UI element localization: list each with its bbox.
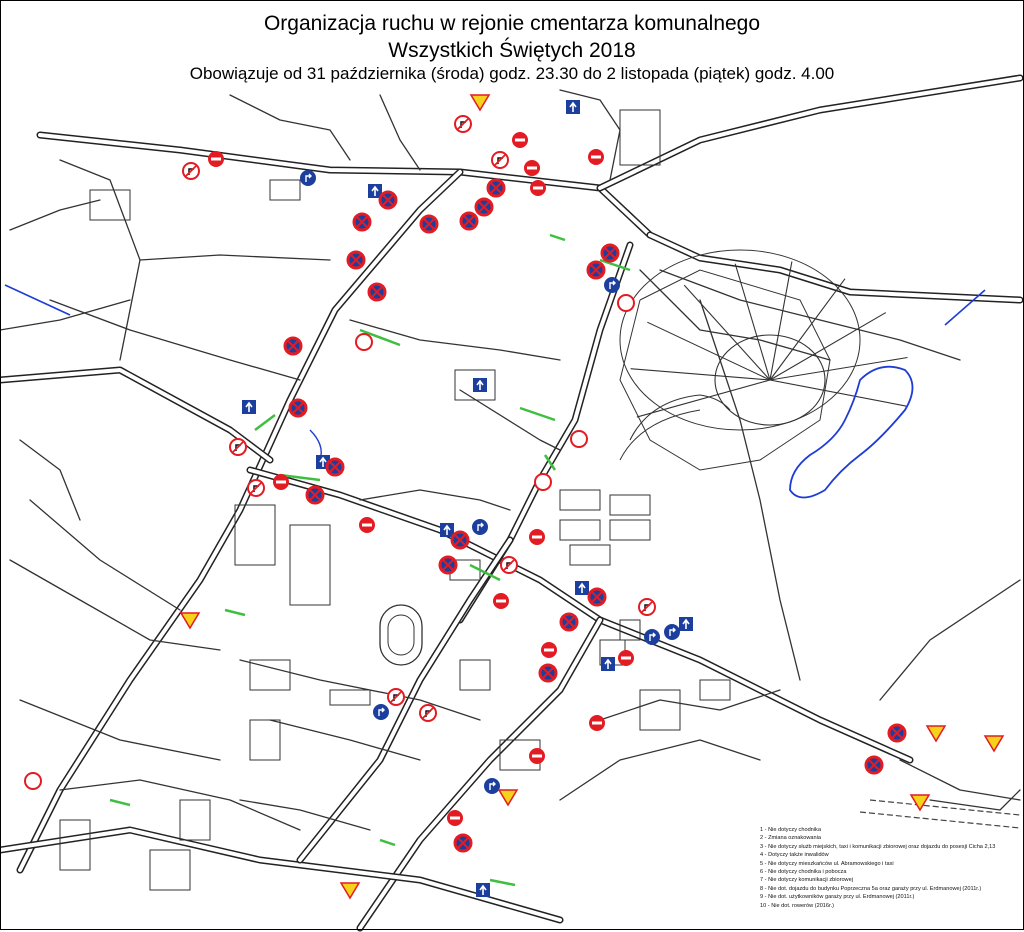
sign-face [644,629,660,645]
validity-period: Obowiązuje od 31 października (środa) godz. 23.30 do 2 listopada (piątek) godz. 4.00 [189,64,835,83]
traffic-signs [25,95,1003,898]
main-road-inner [250,470,910,760]
one-way-sign [473,378,487,392]
main-road [650,235,1020,300]
building [610,495,650,515]
legend-item: 2 - Zmiana oznakowania [760,835,821,842]
sign-bar [532,536,542,539]
no-stopping-sign [488,180,504,196]
mandatory-direction-sign [373,704,389,720]
sign-bar [362,524,372,527]
building [620,110,660,165]
no-vehicles-sign [25,773,41,789]
green-zone [110,800,130,805]
stream [5,285,70,315]
no-stopping-sign [602,245,618,261]
minor-road [10,560,220,650]
sign-bar [211,158,221,161]
minor-road [140,255,330,260]
no-turn-sign [248,480,264,496]
minor-road [600,690,780,720]
main-road [0,830,560,920]
no-entry-sign [524,160,540,176]
no-turn-sign [230,439,246,455]
mandatory-direction-sign [664,624,680,640]
sign-bar [527,167,537,170]
no-turn-sign [501,557,517,573]
legend-item: 7 - Nie dotyczy komunikacji zbiorowej [760,877,853,884]
no-stopping-sign [307,487,323,503]
sign-face [484,778,500,794]
no-stopping-sign [290,400,306,416]
building [460,660,490,690]
cemetery-alley [770,261,792,380]
main-road [600,78,1020,188]
no-entry-sign [512,132,528,148]
minor-road [900,760,1020,800]
no-stopping-sign [889,725,905,741]
sign-face [535,474,551,490]
one-way-sign [679,617,693,631]
sign-face [604,277,620,293]
no-entry-sign [618,650,634,666]
minor-road [560,740,760,800]
sign-face [911,795,929,810]
sign-face [985,736,1003,751]
no-stopping-sign [354,214,370,230]
legend [760,826,1022,910]
no-entry-sign [208,151,224,167]
main-road-inner [300,540,510,860]
pond [790,367,913,498]
building [640,690,680,730]
no-turn-sign [183,163,199,179]
give-way-sign [911,795,929,810]
buildings [60,110,730,890]
green-zone [520,408,555,420]
one-way-sign [566,100,580,114]
building [570,545,610,565]
main-road-inner [0,830,560,920]
minor-road [700,300,800,680]
sign-face [499,790,517,805]
no-stopping-sign [285,338,301,354]
green-zone [490,880,515,885]
building [180,800,210,840]
no-turn-sign [420,705,436,721]
cemetery-alley [684,285,770,380]
no-turn-sign [388,689,404,705]
no-vehicles-sign [571,431,587,447]
no-stopping-sign [421,216,437,232]
no-stopping-sign [380,192,396,208]
sign-face [927,726,945,741]
no-entry-sign [359,517,375,533]
no-stopping-sign [348,252,364,268]
sign-bar [533,187,543,190]
sign-face [25,773,41,789]
mandatory-direction-sign [300,170,316,186]
no-stopping-sign [455,835,471,851]
one-way-sign [242,400,256,414]
sign-bar [532,755,542,758]
no-stopping-sign [866,757,882,773]
minor-road [880,580,1020,700]
building [560,490,600,510]
building [250,720,280,760]
green-zone [255,415,275,430]
no-entry-sign [529,748,545,764]
cemetery-alley [637,380,770,417]
building [560,520,600,540]
mandatory-direction-sign [644,629,660,645]
building [330,690,370,705]
sign-bar [496,600,506,603]
minor-road [460,390,560,450]
sign-face [373,704,389,720]
main-road-inner [40,135,650,235]
no-stopping-sign [540,665,556,681]
map-subtitle: Wszystkich Świętych 2018 [388,39,636,62]
green-zone [550,235,565,240]
mandatory-direction-sign [604,277,620,293]
no-entry-sign [529,529,545,545]
one-way-sign [476,883,490,897]
main-road [20,172,460,870]
no-stopping-sign [588,262,604,278]
sign-bar [515,139,525,142]
minor-road [10,200,100,230]
sign-bar [276,481,286,484]
no-entry-sign [447,810,463,826]
one-way-sign [440,523,454,537]
cemetery-alley [770,380,907,406]
sports-track [380,605,422,665]
sign-bar [591,156,601,159]
main-road-inner [460,245,630,620]
sign-bar [450,817,460,820]
legend-item: 6 - Nie dotyczy chodnika i pobocza [760,869,847,876]
no-stopping-sign [440,557,456,573]
no-entry-sign [530,180,546,196]
building [60,820,90,870]
no-stopping-sign [369,284,385,300]
give-way-sign [341,883,359,898]
cemetery-alley [735,264,770,380]
one-way-sign [601,657,615,671]
map-title: Organizacja ruchu w rejonie cmentarza komunalnego [263,12,761,35]
no-vehicles-sign [618,295,634,311]
building [290,525,330,605]
no-stopping-sign [561,614,577,630]
building [610,520,650,540]
sign-face [571,431,587,447]
main-road-inner [600,78,1020,188]
minor-road [240,800,370,830]
sign-face [664,624,680,640]
no-turn-sign [492,152,508,168]
no-vehicles-sign [535,474,551,490]
minor-road [20,440,80,520]
legend-item: 10 - Nie dot. rowerów (2016r.) [760,902,834,909]
no-stopping-sign [452,532,468,548]
sports-track-inner [388,615,414,655]
give-way-sign [181,613,199,628]
mandatory-direction-sign [484,778,500,794]
no-entry-sign [589,715,605,731]
no-stopping-sign [589,589,605,605]
one-way-sign [575,581,589,595]
sign-face [341,883,359,898]
main-road [460,245,630,620]
no-entry-sign [493,593,509,609]
cemetery-arc [620,410,700,460]
main-road-inner [360,620,600,928]
sign-face [618,295,634,311]
building [150,850,190,890]
minor-road [350,320,560,360]
no-turn-sign [639,599,655,615]
sign-face [181,613,199,628]
minor-road [30,500,180,610]
give-way-sign [927,726,945,741]
minor-road [0,300,130,330]
sign-face [472,519,488,535]
legend-item: 3 - Nie dotyczy służb miejskich, taxi i komunikacji zbiorowej oraz dojazdu do posesji Cicha 2,13 [760,843,996,850]
cemetery-alley [770,358,908,380]
minor-road [230,95,350,160]
minor-road [20,700,220,760]
legend-item: 8 - Nie dot. dojazdu do budynku Poprzeczna 5a oraz garaży przy ul. Erdmanowej (2011r.) [760,885,982,892]
building [270,180,300,200]
no-stopping-sign [476,199,492,215]
no-entry-sign [541,642,557,658]
sign-bar [621,657,631,660]
green-zone [380,840,395,845]
no-stopping-sign [327,459,343,475]
legend-item: 1 - Nie dotyczy chodnika [760,827,821,833]
legend-item: 4 - Dotyczy także inwalidów [760,852,829,859]
no-entry-sign [273,474,289,490]
give-way-sign [471,95,489,110]
sign-face [300,170,316,186]
sign-face [356,334,372,350]
sign-bar [544,649,554,652]
no-stopping-sign [461,213,477,229]
mandatory-direction-sign [472,519,488,535]
no-vehicles-sign [356,334,372,350]
sign-face [471,95,489,110]
give-way-sign [985,736,1003,751]
legend-item: 9 - Nie dot. użytkowników garaży przy ul. Erdmanowej (2011r.) [760,894,915,901]
legend-item: 5 - Nie dotyczy mieszkańców ul. Abramowskiego i taxi [760,860,894,867]
give-way-sign [499,790,517,805]
sign-bar [592,722,602,725]
no-turn-sign [455,116,471,132]
building [700,680,730,700]
cemetery-outline [620,250,860,430]
minor-road [380,95,420,170]
green-zone [225,610,245,615]
no-entry-sign [588,149,604,165]
main-road-inner [20,172,460,870]
